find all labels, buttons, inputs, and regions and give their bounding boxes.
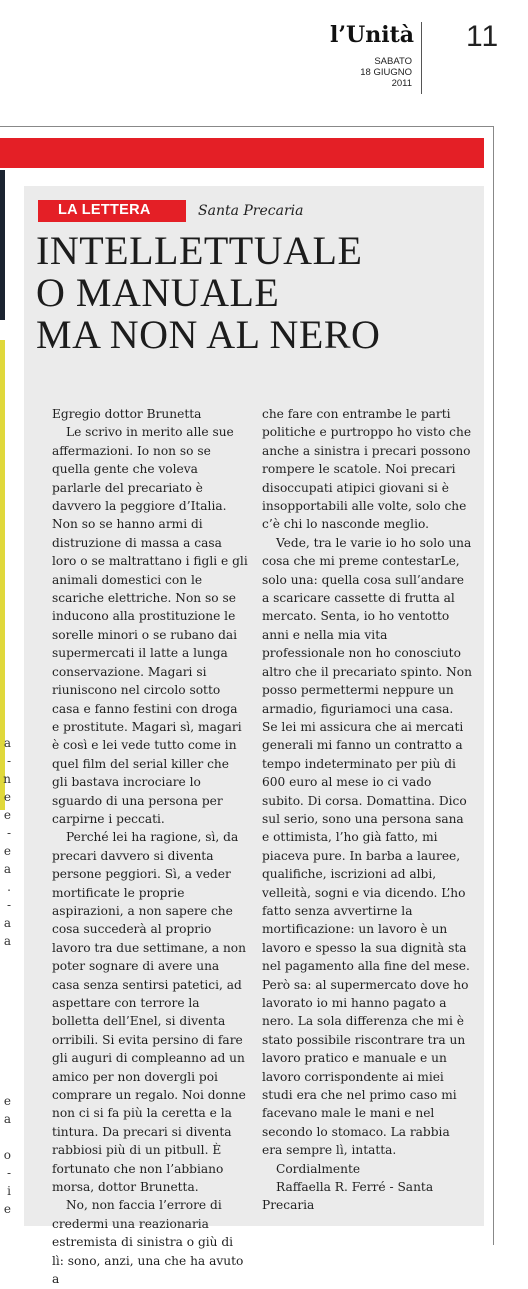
adjacent-photo-dark bbox=[0, 170, 5, 320]
headline-line: INTELLETTUALE bbox=[36, 228, 363, 273]
adjacent-text-fragment: - bbox=[6, 826, 11, 840]
adjacent-text-fragment: e bbox=[3, 1202, 11, 1216]
body-paragraph: Le scrivo in merito alle sue affermazioni. Io non so se quella gente che voleva parlarle del precariato è davvero la peggiore d’Italia. Non so se hanno armi di distruzione di massa a casa loro o se maltrattano i figli e gli animali domestici con le scariche elettriche. Non so se inducono alla prostituzione le sorelle minori o se rubano dai supermercati il latte a lunga conservazione. Magari si riuniscono nel circolo sotto casa e fanno festini con droga e prostitute. Magari sì, magari è così e lei vede tutto come in quel film del serial killer che gli bastava incrociare lo sguardo di una persona per carpirne i peccati. bbox=[52, 425, 248, 826]
adjacent-text-fragment: n bbox=[3, 772, 11, 786]
adjacent-text-fragment: e bbox=[3, 808, 11, 822]
adjacent-text-fragment: a bbox=[3, 1112, 11, 1126]
frame-top-line bbox=[0, 126, 494, 127]
body-column-right bbox=[262, 405, 472, 1215]
adjacent-text-fragment: a bbox=[3, 736, 11, 750]
article-headline bbox=[36, 230, 476, 356]
headline-line: MA NON AL NERO bbox=[36, 312, 381, 357]
author-byline: Santa Precaria bbox=[198, 203, 304, 219]
adjacent-text-fragment: e bbox=[3, 1094, 11, 1108]
adjacent-text-fragment: a bbox=[3, 934, 11, 948]
body-paragraph-continued: che fare con entrambe le parti politiche e purtroppo ho visto che anche a sinistra i precari possono rompere le scatole. Noi precari disoccupati atipici giovani si è insopportabili alle volte, solo che c’è chi lo nasconde meglio. bbox=[262, 407, 472, 532]
adjacent-text-fragment: - bbox=[6, 1166, 11, 1180]
issue-date bbox=[340, 56, 412, 89]
issue-date-day-month: 18 GIUGNO bbox=[360, 67, 412, 78]
adjacent-text-fragment: . bbox=[7, 880, 11, 894]
body-paragraph: No, non faccia l’errore di credermi una reazionaria estremista di sinistra o giù di lì: sono, anzi, una che ha avuto a bbox=[52, 1198, 244, 1287]
frame-right-line bbox=[493, 126, 494, 1245]
section-red-bar bbox=[0, 138, 484, 168]
section-tag-label: LA LETTERA bbox=[58, 202, 151, 218]
adjacent-text-fragment: - bbox=[6, 898, 11, 912]
letter-signature: Raffaella R. Ferré - Santa Precaria bbox=[262, 1180, 434, 1213]
issue-day: SABATO bbox=[374, 56, 412, 67]
adjacent-text-fragment: - bbox=[6, 754, 11, 768]
page-number: 11 bbox=[466, 20, 500, 53]
masthead-logo: l’Unità bbox=[330, 22, 414, 48]
adjacent-text-fragment: a bbox=[3, 862, 11, 876]
header-divider bbox=[421, 22, 422, 94]
body-paragraph: Vede, tra le varie io ho solo una cosa che mi preme contestarLe, solo una: quella cosa sull’andare a scaricare cassette di frutta al mercato. Senta, io ho ventotto anni e nella mia vita professionale non ho conosciuto altro che il precariato spinto. Non posso permettermi neppure un armadio, figuriamoci una casa. Se lei mi assicura che ai mercati generali mi fanno un contratto a tempo indeterminato per più di 600 euro al mese io ci vado subito. Di corsa. Domattina. Dico sul serio, sono una persona sana e ottimista, l’ho già fatto, mi piaceva pure. In barba a lauree, qualifiche, iscrizioni ad albi, velleità, sogni e via dicendo. L’ho fatto senza avvertirne la mortificazione: un lavoro è un lavoro e spesso la sua dignità sta nel pagamento alla fine del mese. Però sa: al supermercato dove ho lavorato io mi hanno pagato a nero. La sola differenza che mi è stato possibile riscontrare tra un lavoro pratico e manuale e un lavoro corrispondente ai miei studi era che nel primo caso mi facevano male le mani e nel secondo lo stomaco. La rabbia era sempre lì, intatta. bbox=[262, 535, 472, 1158]
letter-salutation: Egregio dottor Brunetta bbox=[52, 407, 202, 421]
body-paragraph: Perché lei ha ragione, sì, da precari davvero si diventa persone peggiori. Sì, a veder mortificate le proprie aspirazioni, a non sapere che cosa succederà al proprio lavoro tra due settimane, a non poter sognare di avere una casa senza sentirsi patetici, ad aspettare con terrore la bolletta dell’Enel, si diventa orribili. Si evita persino di fare gli auguri di compleanno ad un amico per non dovergli poi comprare un regalo. Noi donne non ci si fa più la ceretta e la tintura. Da precari si diventa rabbiosi più di un pitbull. È fortunato che non l’abbiano morsa, dottor Brunetta. bbox=[52, 830, 246, 1195]
adjacent-text-fragment: i bbox=[7, 1184, 11, 1198]
adjacent-text-fragment: e bbox=[3, 844, 11, 858]
letter-closing: Cordialmente bbox=[276, 1161, 361, 1176]
headline-line: O MANUALE bbox=[36, 270, 280, 315]
body-column-left bbox=[52, 405, 248, 1289]
adjacent-article-edge bbox=[0, 130, 14, 1245]
issue-year: 2011 bbox=[391, 78, 412, 89]
adjacent-text-fragment: o bbox=[3, 1148, 11, 1162]
adjacent-text-fragment: a bbox=[3, 916, 11, 930]
adjacent-text-fragment: e bbox=[3, 790, 11, 804]
